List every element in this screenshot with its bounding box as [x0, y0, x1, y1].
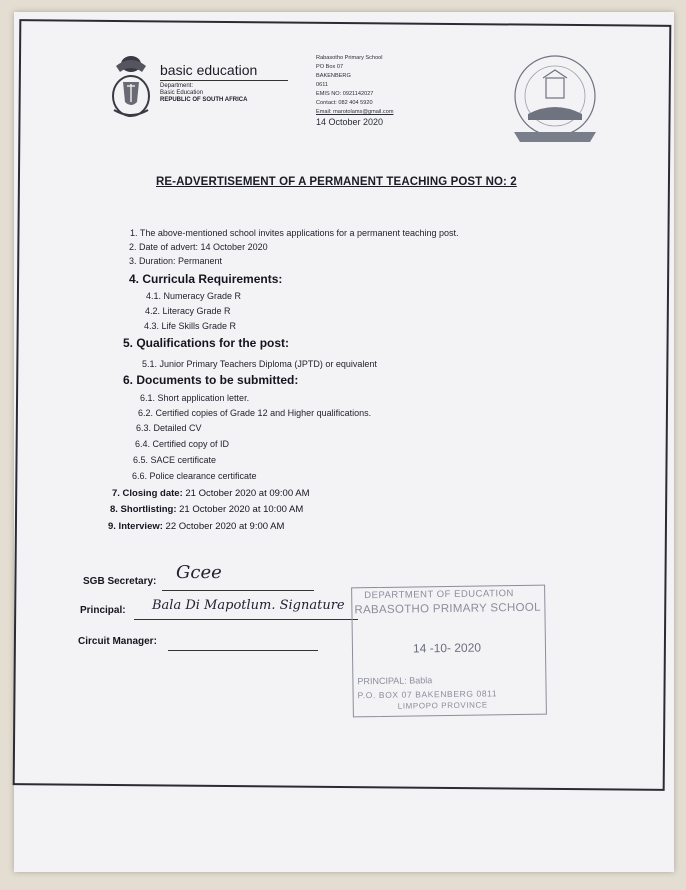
- stamp-department: DEPARTMENT OF EDUCATION: [364, 588, 514, 602]
- documents-item: 6.6. Police clearance certificate: [132, 471, 257, 481]
- sgb-secretary-label: SGB Secretary:: [83, 576, 157, 587]
- letter-date: 14 October 2020: [316, 117, 384, 127]
- school-town: BAKENBERG: [316, 73, 351, 79]
- closing-date: [112, 488, 310, 499]
- country-name: REPUBLIC OF SOUTH AFRICA: [160, 97, 248, 103]
- department-title-underline: [160, 80, 288, 81]
- official-school-stamp: [351, 585, 547, 718]
- stamp-province: LIMPOPO PROVINCE: [397, 700, 488, 711]
- interview-date: [108, 521, 284, 532]
- department-subtitle: [160, 83, 247, 104]
- stamp-date: 14 -10- 2020: [412, 640, 482, 656]
- interview-label: 9. Interview:: [108, 521, 163, 532]
- section-documents: 6. Documents to be submitted:: [123, 373, 299, 387]
- school-emis: EMIS NO: 0921142027: [316, 91, 374, 97]
- section-qualifications: 5. Qualifications for the post:: [123, 336, 290, 350]
- qualifications-item: 5.1. Junior Primary Teachers Diploma (JPTD) or equivalent: [142, 359, 377, 369]
- sgb-signature-line: [162, 590, 314, 591]
- stamp-school: RABASOTHO PRIMARY SCHOOL: [354, 601, 541, 617]
- stamp-principal: PRINCIPAL: Babla: [357, 675, 433, 687]
- school-contact-block: [316, 54, 393, 128]
- principal-signature: Bala Di Mapotlum. Signature: [152, 598, 345, 613]
- school-name: Rabasotho Primary School: [316, 55, 383, 61]
- stamp-address: P.O. BOX 07 BAKENBERG 0811: [357, 688, 498, 701]
- documents-item: 6.3. Detailed CV: [136, 423, 202, 433]
- item-2: 2. Date of advert: 14 October 2020: [129, 242, 268, 252]
- sgb-signature: Gcee: [176, 562, 222, 583]
- school-contact: Contact: 082 404 5920: [316, 100, 373, 106]
- principal-signature-line: [134, 619, 358, 620]
- department-name: Basic Education: [160, 90, 204, 96]
- documents-item: 6.4. Certified copy of ID: [135, 439, 230, 449]
- circuit-manager-line: [168, 650, 318, 651]
- shortlisting-label: 8. Shortlisting:: [110, 504, 177, 515]
- closing-date-label: 7. Closing date:: [112, 488, 183, 499]
- school-email: Email: marotolams@gmail.com: [316, 109, 394, 115]
- school-po-box: PO Box 07: [316, 64, 344, 70]
- closing-date-value: 21 October 2020 at 09:00 AM: [182, 488, 310, 499]
- documents-item: 6.5. SACE certificate: [133, 455, 217, 465]
- circuit-manager-label: Circuit Manager:: [78, 636, 157, 647]
- advert-heading: RE-ADVERTISEMENT OF A PERMANENT TEACHING POST NO: 2: [156, 176, 517, 188]
- documents-item: 6.1. Short application letter.: [140, 393, 250, 403]
- shortlisting-date: [110, 504, 303, 515]
- shortlisting-value: 21 October 2020 at 10:00 AM: [176, 504, 304, 515]
- interview-value: 22 October 2020 at 9:00 AM: [162, 521, 285, 532]
- coat-of-arms-logo: [108, 52, 154, 122]
- curricula-item: 4.3. Life Skills Grade R: [144, 321, 237, 331]
- department-label: Department:: [160, 83, 194, 89]
- school-emblem-logo: [500, 48, 610, 148]
- principal-label: Principal:: [80, 605, 126, 616]
- department-title: basic education: [160, 62, 258, 78]
- curricula-item: 4.1. Numeracy Grade R: [146, 291, 242, 301]
- school-postal-code: 0611: [316, 82, 329, 88]
- item-1: 1. The above-mentioned school invites applications for a permanent teaching post.: [130, 228, 459, 238]
- documents-item: 6.2. Certified copies of Grade 12 and Higher qualifications.: [138, 408, 372, 418]
- item-3: 3. Duration: Permanent: [129, 256, 223, 266]
- section-curricula: 4. Curricula Requirements:: [129, 272, 283, 286]
- curricula-item: 4.2. Literacy Grade R: [145, 306, 231, 316]
